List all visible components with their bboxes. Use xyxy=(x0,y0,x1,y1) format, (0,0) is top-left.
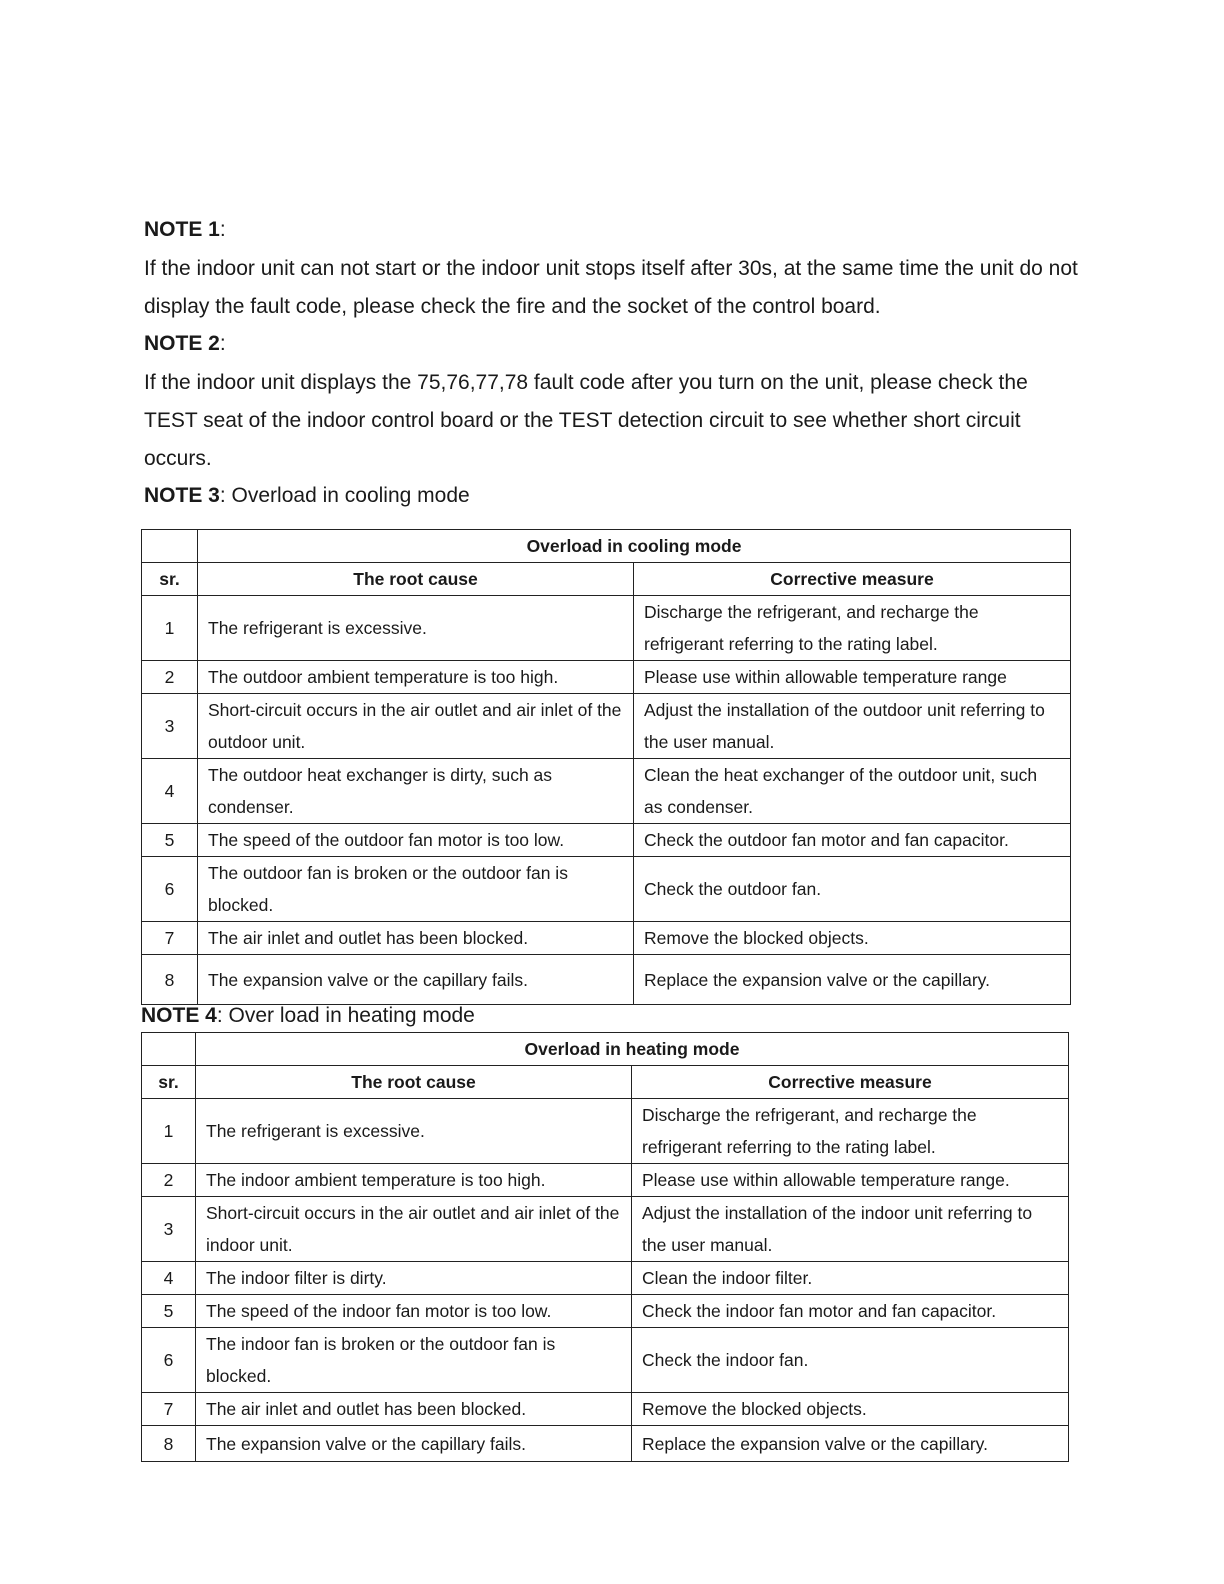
cause-cell: The indoor fan is broken or the outdoor fan is blocked. xyxy=(196,1328,632,1393)
note-2-label: NOTE 2 xyxy=(144,332,220,355)
table-row xyxy=(142,1295,1069,1328)
sr-cell: 3 xyxy=(142,694,198,759)
measure-cell: Remove the blocked objects. xyxy=(634,922,1071,955)
cooling-table xyxy=(141,529,1071,1005)
heating-header-cause: The root cause xyxy=(196,1066,632,1099)
cause-cell: The refrigerant is excessive. xyxy=(196,1099,632,1164)
measure-cell: Discharge the refrigerant, and recharge the refrigerant referring to the rating label. xyxy=(632,1099,1069,1164)
sr-cell: 8 xyxy=(142,1426,196,1462)
cause-cell: Short-circuit occurs in the air outlet and air inlet of the indoor unit. xyxy=(196,1197,632,1262)
table-row xyxy=(142,1328,1069,1393)
sr-cell: 3 xyxy=(142,1197,196,1262)
sr-cell: 4 xyxy=(142,759,198,824)
table-row xyxy=(142,1262,1069,1295)
cause-cell: The outdoor fan is broken or the outdoor fan is blocked. xyxy=(198,857,634,922)
heating-header-sr: sr. xyxy=(142,1066,196,1099)
note-2-sep: : xyxy=(219,332,226,355)
measure-cell: Replace the expansion valve or the capillary. xyxy=(634,955,1071,1005)
note-4-text: Over load in heating mode xyxy=(222,1004,475,1027)
note-3-title xyxy=(144,484,470,508)
cause-cell: The speed of the indoor fan motor is too low. xyxy=(196,1295,632,1328)
measure-cell: Check the outdoor fan motor and fan capacitor. xyxy=(634,824,1071,857)
cause-cell: The speed of the outdoor fan motor is too low. xyxy=(198,824,634,857)
cooling-header-sr: sr. xyxy=(142,563,198,596)
cooling-header-measure: Corrective measure xyxy=(634,563,1071,596)
cooling-header-row xyxy=(142,563,1071,596)
measure-cell: Please use within allowable temperature range xyxy=(634,661,1071,694)
sr-cell: 2 xyxy=(142,1164,196,1197)
cooling-table-title: Overload in cooling mode xyxy=(198,530,1071,563)
measure-cell: Check the outdoor fan. xyxy=(634,857,1071,922)
heating-table xyxy=(141,1032,1069,1462)
table-row xyxy=(142,1426,1069,1462)
measure-cell: Please use within allowable temperature range. xyxy=(632,1164,1069,1197)
table-row xyxy=(142,596,1071,661)
sr-cell: 4 xyxy=(142,1262,196,1295)
sr-cell: 7 xyxy=(142,922,198,955)
heating-header-measure: Corrective measure xyxy=(632,1066,1069,1099)
cooling-title-row xyxy=(142,530,1071,563)
measure-cell: Clean the heat exchanger of the outdoor unit, such as condenser. xyxy=(634,759,1071,824)
note-1-title xyxy=(144,218,226,242)
heating-table-body xyxy=(142,1033,1069,1462)
table-row xyxy=(142,1197,1069,1262)
note-3-sep: : xyxy=(219,484,226,507)
cause-cell: The indoor filter is dirty. xyxy=(196,1262,632,1295)
measure-cell: Discharge the refrigerant, and recharge the refrigerant referring to the rating label. xyxy=(634,596,1071,661)
note-2-title xyxy=(144,332,226,356)
note-1-body: If the indoor unit can not start or the indoor unit stops itself after 30s, at the same time the unit do not display the fault code, please check the fire and the socket of the control board. xyxy=(144,257,1078,318)
cause-cell: Short-circuit occurs in the air outlet and air inlet of the outdoor unit. xyxy=(198,694,634,759)
table-row xyxy=(142,661,1071,694)
note-4-label: NOTE 4 xyxy=(141,1004,217,1027)
measure-cell: Check the indoor fan. xyxy=(632,1328,1069,1393)
cooling-table-body xyxy=(142,530,1071,1005)
table-row xyxy=(142,1099,1069,1164)
cause-cell: The outdoor ambient temperature is too high. xyxy=(198,661,634,694)
cooling-corner-cell xyxy=(142,530,198,563)
sr-cell: 8 xyxy=(142,955,198,1005)
heating-header-row xyxy=(142,1066,1069,1099)
table-row xyxy=(142,759,1071,824)
table-row xyxy=(142,824,1071,857)
measure-cell: Remove the blocked objects. xyxy=(632,1393,1069,1426)
cooling-header-cause: The root cause xyxy=(198,563,634,596)
table-row xyxy=(142,922,1071,955)
note-2-body: If the indoor unit displays the 75,76,77,78 fault code after you turn on the unit, please check the TEST seat of the indoor control board or the TEST detection circuit to see whether short circuit occurs. xyxy=(144,371,1028,470)
note-3-label: NOTE 3 xyxy=(144,484,220,507)
sr-cell: 5 xyxy=(142,1295,196,1328)
sr-cell: 7 xyxy=(142,1393,196,1426)
table-row xyxy=(142,1393,1069,1426)
cause-cell: The outdoor heat exchanger is dirty, such as condenser. xyxy=(198,759,634,824)
heating-corner-cell xyxy=(142,1033,196,1066)
sr-cell: 6 xyxy=(142,857,198,922)
cause-cell: The expansion valve or the capillary fails. xyxy=(198,955,634,1005)
table-row xyxy=(142,955,1071,1005)
cause-cell: The expansion valve or the capillary fails. xyxy=(196,1426,632,1462)
table-row xyxy=(142,1164,1069,1197)
note-1-label: NOTE 1 xyxy=(144,218,220,241)
measure-cell: Replace the expansion valve or the capillary. xyxy=(632,1426,1069,1462)
heating-table-title: Overload in heating mode xyxy=(196,1033,1069,1066)
cause-cell: The indoor ambient temperature is too high. xyxy=(196,1164,632,1197)
sr-cell: 6 xyxy=(142,1328,196,1393)
cause-cell: The refrigerant is excessive. xyxy=(198,596,634,661)
measure-cell: Adjust the installation of the indoor unit referring to the user manual. xyxy=(632,1197,1069,1262)
sr-cell: 1 xyxy=(142,596,198,661)
note-1-sep: : xyxy=(219,218,226,241)
sr-cell: 2 xyxy=(142,661,198,694)
sr-cell: 5 xyxy=(142,824,198,857)
note-4-sep: : xyxy=(216,1004,223,1027)
note-4-title xyxy=(141,1004,475,1028)
table-row xyxy=(142,694,1071,759)
table-row xyxy=(142,857,1071,922)
heating-title-row xyxy=(142,1033,1069,1066)
note-3-text: Overload in cooling mode xyxy=(225,484,470,507)
measure-cell: Adjust the installation of the outdoor unit referring to the user manual. xyxy=(634,694,1071,759)
measure-cell: Clean the indoor filter. xyxy=(632,1262,1069,1295)
measure-cell: Check the indoor fan motor and fan capacitor. xyxy=(632,1295,1069,1328)
sr-cell: 1 xyxy=(142,1099,196,1164)
cause-cell: The air inlet and outlet has been blocked. xyxy=(198,922,634,955)
cause-cell: The air inlet and outlet has been blocked. xyxy=(196,1393,632,1426)
